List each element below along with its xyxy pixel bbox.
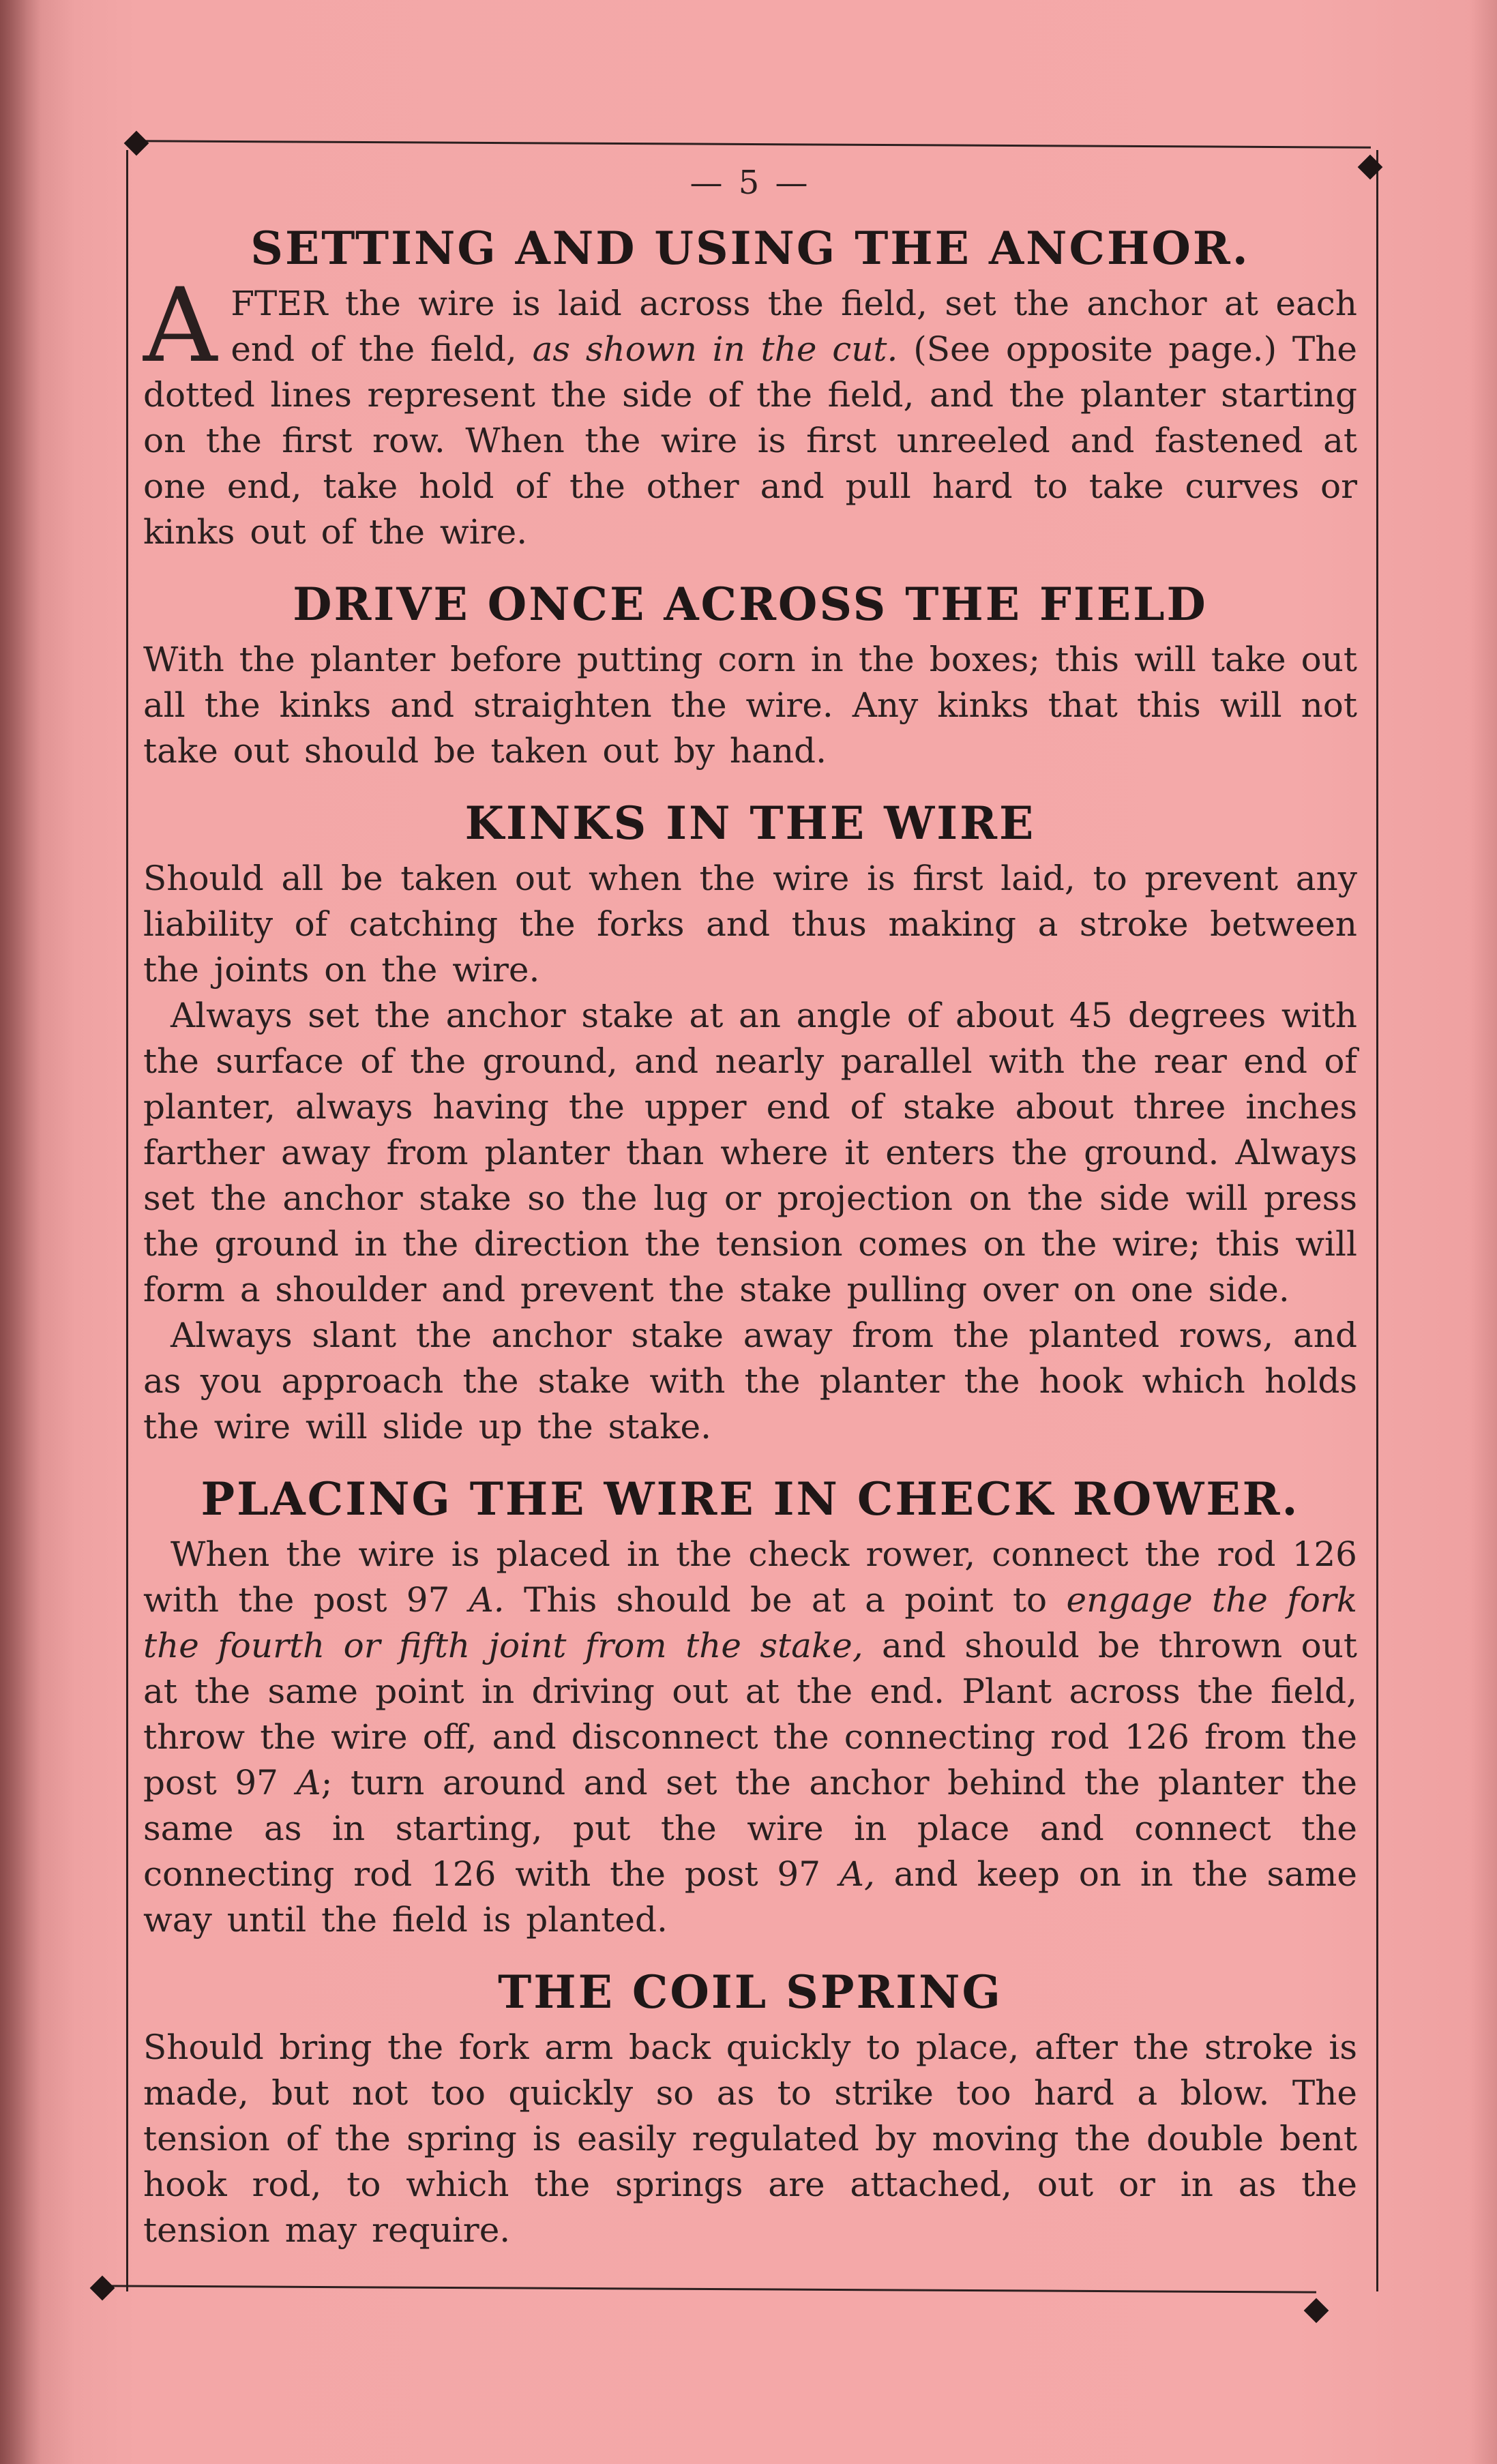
drop-cap: A — [143, 267, 218, 385]
section-heading: KINKS IN THE WIRE — [464, 797, 1036, 850]
section-paragraph: Should bring the fork arm back quickly to place, after the stroke is made, but not too quickly so as to strike too hard a blow. The tension of the spring is easily regulated by moving the double bent hook rod, to which the springs are attached, out or in as the tension may require. — [143, 2028, 1357, 2250]
page-edge — [1470, 0, 1497, 2464]
section-paragraph: With the planter before putting corn in the boxes; this will take out all the kinks and straighten the wire. Any kinks that this will not take out should be taken out by hand. — [143, 640, 1357, 771]
bottom-right-ornament-icon — [1304, 2298, 1329, 2324]
section-paragraph: AFTER the wire is laid across the field, set the anchor at each end of the field, as shown in the cut. (See opposite page.) The dotted lines represent the side of the field, and the planter starting on the first row. When the wire is first unreeled and fastened at one end, take hold of the other and pull hard to take curves or kinks out of the wire. — [143, 267, 1357, 552]
section-heading: SETTING AND USING THE ANCHOR. — [250, 222, 1250, 275]
section-heading: PLACING THE WIRE IN CHECK ROWER. — [201, 1472, 1300, 1526]
section-drive — [143, 572, 1357, 774]
section-heading: DRIVE ONCE ACROSS THE FIELD — [293, 578, 1208, 631]
section-paragraph: When the wire is placed in the check rower, connect the rod 126 with the post 97 A. This should be at a point to engage the fork the fourth or fifth joint from the stake, and should be thrown out at the same point in driving out at the end. Plant across the field, throw the wire off, and disconnect the connecting rod 126 from the post 97 A; turn around and set the anchor behind the planter the same as in starting, put the wire in place and connect the connecting rod 126 with the post 97 A, and keep on in the same way until the field is planted. — [143, 1534, 1358, 1940]
section-placing — [143, 1466, 1357, 1943]
section-kinks — [143, 790, 1357, 1450]
page-number: — 5 — — [690, 164, 811, 202]
section-anchor — [143, 216, 1357, 555]
page-content — [143, 164, 1357, 2253]
top-rule — [136, 140, 1371, 148]
section-paragraph: Always slant the anchor stake away from the planted rows, and as you approach the stake with the planter the hook which holds the wire will slide up the stake. — [143, 1316, 1357, 1446]
section-paragraph: Always set the anchor stake at an angle of about 45 degrees with the surface of the ground, and nearly parallel with the rear end of planter, always having the upper end of stake about three inches farther away from planter than where it enters the ground. Always set the anchor stake so the lug or projection on the side will press the ground in the direction the tension comes on the wire; this will form a shoulder and prevent the stake pulling over on one side. — [143, 996, 1357, 1309]
gutter-shadow — [0, 0, 41, 2464]
bottom-left-ornament-icon — [90, 2276, 115, 2301]
section-coil — [143, 1959, 1357, 2253]
section-heading: THE COIL SPRING — [498, 1965, 1003, 2019]
section-paragraph: Should all be taken out when the wire is first laid, to prevent any liability of catching the forks and thus making a stroke between the joints on the wire. — [143, 859, 1357, 990]
